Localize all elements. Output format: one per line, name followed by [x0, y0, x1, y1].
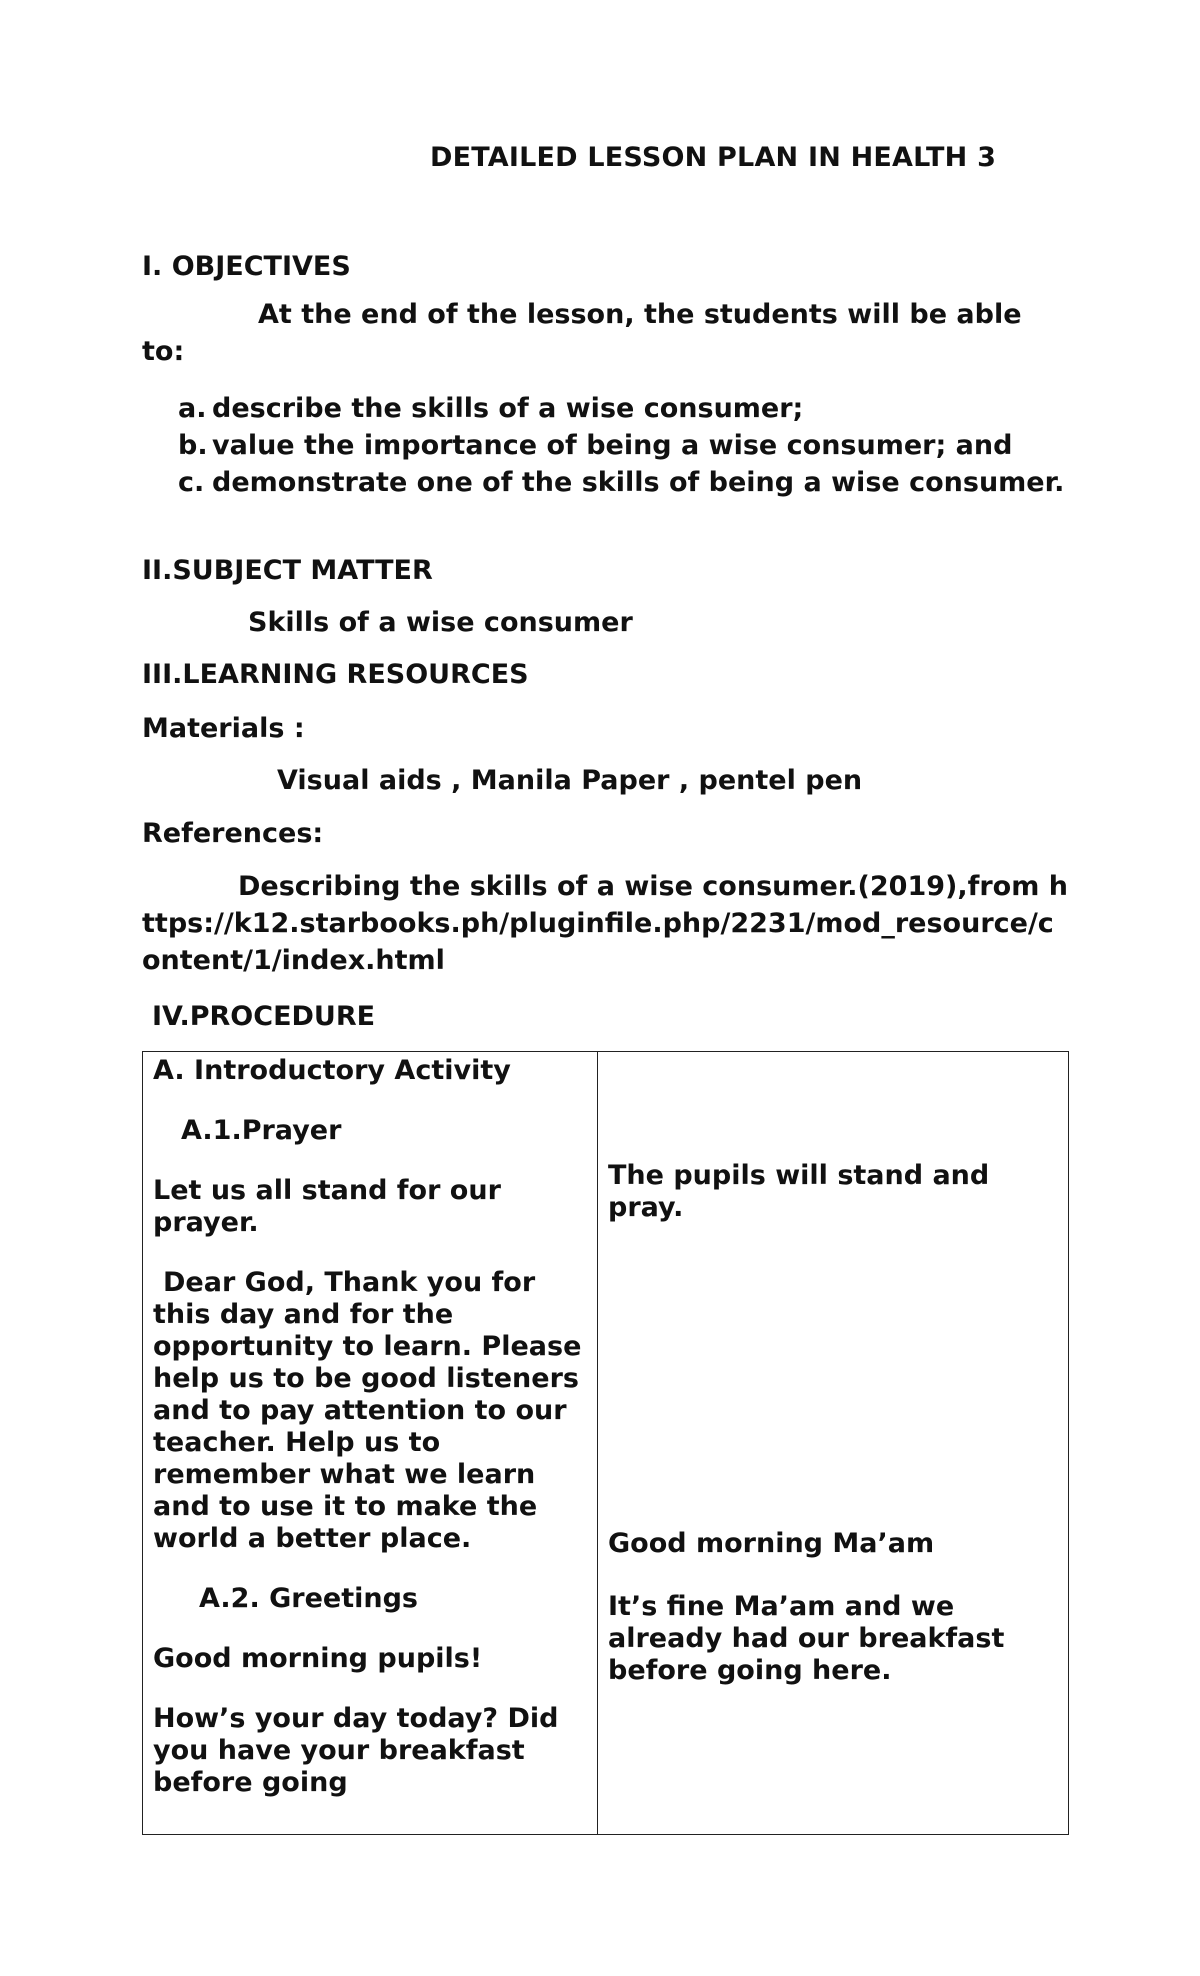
objective-marker: b. [178, 430, 208, 461]
objectives-heading: I. OBJECTIVES [142, 251, 351, 282]
pupils-prayer-response: The pupils will stand and pray. [608, 1160, 990, 1223]
objective-text: value the importance of being a wise consumer; and [212, 430, 1013, 461]
objective-item [170, 390, 1070, 427]
teacher-question: How’s your day today? Did you have your breakfast before going [153, 1703, 559, 1798]
objective-marker: a. [178, 393, 207, 424]
pupils-greeting-response: Good morning Ma’am [608, 1528, 935, 1559]
materials-label: Materials : [142, 713, 305, 744]
prayer-instruction: Let us all stand for our prayer. [153, 1175, 501, 1238]
teacher-greeting: Good morning pupils! [153, 1643, 483, 1674]
objectives-list [170, 390, 1070, 501]
procedure-table [142, 1051, 1069, 1835]
objective-text: demonstrate one of the skills of being a wise consumer. [212, 467, 1065, 498]
greetings-heading: A.2. Greetings [199, 1583, 418, 1614]
objective-item [170, 427, 1070, 464]
prayer-heading: A.1.Prayer [181, 1115, 342, 1146]
pupils-day-response: It’s fine Ma’am and we already had our breakfast before going here. [608, 1591, 1005, 1686]
objective-item [170, 464, 1070, 501]
references-label: References: [142, 818, 324, 849]
objective-text: describe the skills of a wise consumer; [212, 393, 804, 424]
references-text: Describing the skills of a wise consumer.(2019),from https://k12.starbooks.ph/pluginfile.php/2231/mod_resource/content/1/index.html [142, 871, 1068, 976]
intro-activity-heading: A. Introductory Activity [153, 1055, 511, 1086]
table-row [143, 1052, 1069, 1835]
objective-marker: c. [178, 467, 205, 498]
pupil-activity-cell [598, 1052, 1069, 1835]
document-title: DETAILED LESSON PLAN IN HEALTH 3 [430, 142, 997, 173]
learning-resources-heading: III.LEARNING RESOURCES [142, 659, 529, 690]
prayer-text: Dear God, Thank you for this day and for the opportunity to learn. Please help us to be good listeners and to pay attention to our teacher. Help us to remember what we learn and to use it to make the world a better place. [153, 1267, 582, 1554]
materials-text: Visual aids , Manila Paper , pentel pen [277, 765, 863, 796]
subject-matter-text: Skills of a wise consumer [248, 607, 633, 638]
procedure-heading: IV.PROCEDURE [152, 1001, 376, 1032]
subject-matter-heading: II.SUBJECT MATTER [142, 555, 433, 586]
objectives-intro: At the end of the lesson, the students will be able to: [142, 299, 1022, 367]
teacher-activity-cell [143, 1052, 598, 1835]
